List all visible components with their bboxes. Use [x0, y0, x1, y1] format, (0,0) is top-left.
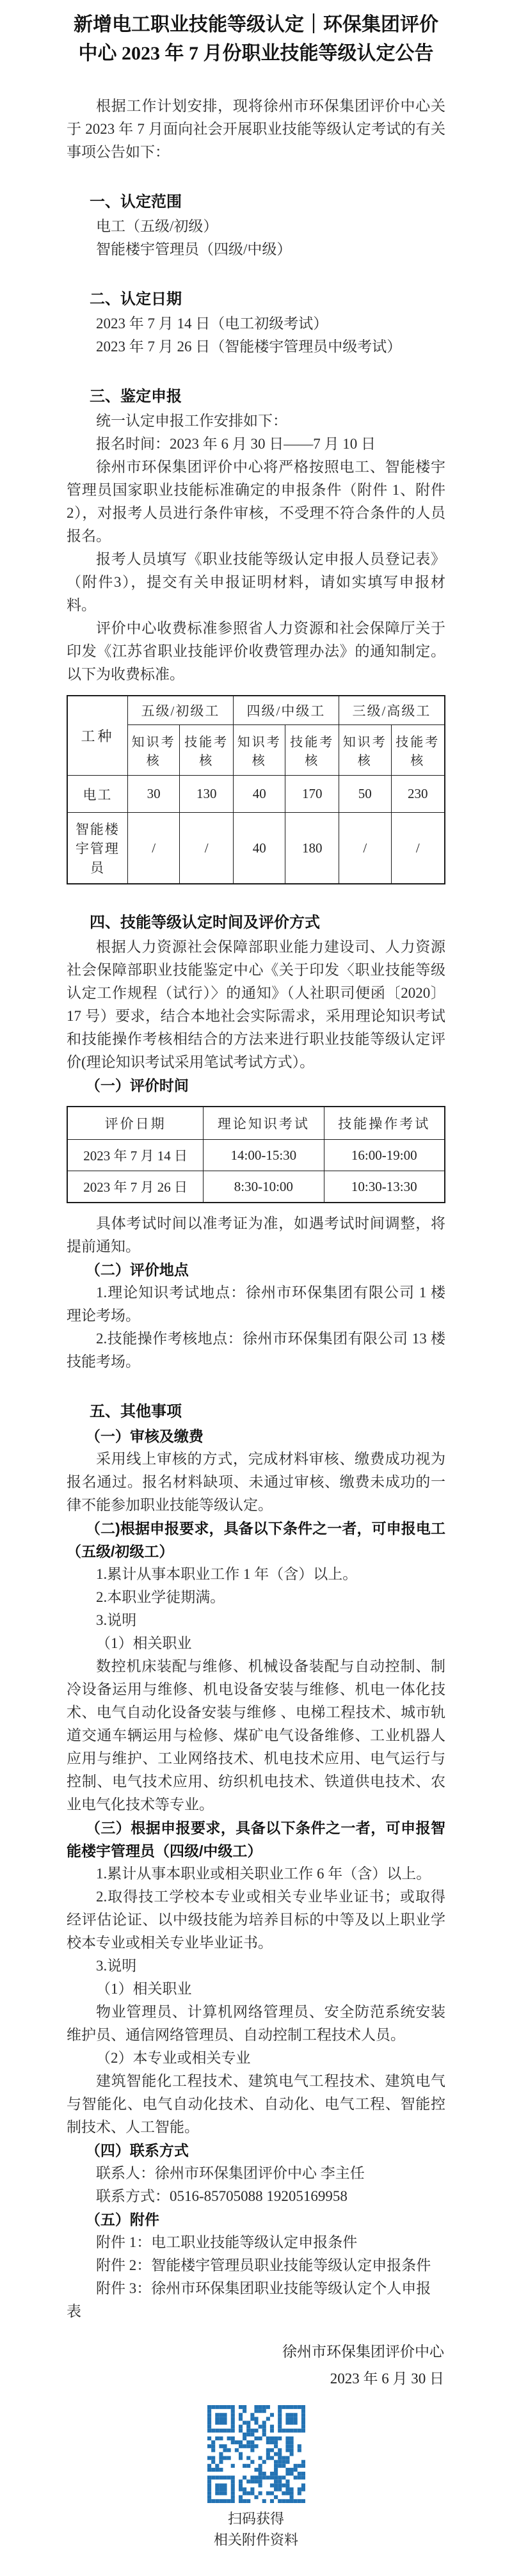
- table-row: [67, 1171, 445, 1203]
- paragraph: 联系人：徐州市环保集团评价中心 李主任: [96, 2165, 365, 2181]
- fee-table-value: 50: [339, 776, 391, 813]
- signature-org: 徐州市环保集团评价中心: [282, 2344, 444, 2360]
- paragraph: 附件 2：智能楼宇管理员职业技能等级认定申报条件: [96, 2257, 431, 2273]
- paragraph: 具体考试时间以准考证为准，如遇考试时间调整，将提前通知。: [67, 1215, 445, 1254]
- schedule-table: [67, 1106, 445, 1203]
- fee-table-sub-header: 技能考核: [180, 725, 233, 776]
- paragraph: 2.本职业学徒期满。: [96, 1589, 225, 1605]
- signature-block: [67, 2339, 445, 2392]
- paragraph: 1.累计从事本职业或相关职业工作 6 年（含）以上。: [96, 1866, 431, 1882]
- fee-table-value: /: [180, 813, 233, 884]
- schedule-table-header: 理论知识考试: [204, 1107, 324, 1140]
- section-heading: 三、鉴定申报: [90, 388, 182, 405]
- paragraph: 1.理论知识考试地点：徐州市环保集团有限公司 1 楼理论考场。: [67, 1284, 445, 1324]
- fee-table-value: 40: [233, 776, 285, 813]
- fee-table-value: /: [339, 813, 391, 884]
- sub-section-heading: （二）评价地点: [85, 1261, 189, 1278]
- fee-table-value: 230: [391, 776, 445, 813]
- fee-table-sub-header: 技能考核: [391, 725, 445, 776]
- fee-table: [67, 695, 445, 884]
- qr-section: [67, 2405, 445, 2550]
- schedule-table-value: 16:00-19:00: [324, 1140, 445, 1171]
- page-title: 新增电工职业技能等级认定｜环保集团评价中心 2023 年 7 月份职业技能等级认定公告: [74, 14, 438, 64]
- paragraph: 3.说明: [96, 1958, 137, 1974]
- sub-section-heading: （一）评价时间: [85, 1077, 189, 1094]
- table-row: [67, 1140, 445, 1171]
- fee-table-value: 170: [285, 776, 339, 813]
- paragraph: 联系方式：0516-85705088 19205169958: [96, 2188, 348, 2204]
- paragraph: （1）相关职业: [96, 1981, 192, 1997]
- paragraph: 附件 1：电工职业技能等级认定申报条件: [96, 2234, 358, 2250]
- fee-table-sub-header: 知识考核: [127, 725, 180, 776]
- schedule-table-value: 14:00-15:30: [204, 1140, 324, 1171]
- section-heading: 五、其他事项: [90, 1403, 182, 1420]
- paragraph: 1.累计从事本职业工作 1 年（含）以上。: [96, 1566, 358, 1582]
- schedule-table-header: 评价日期: [67, 1107, 204, 1140]
- schedule-table-value: 10:30-13:30: [324, 1171, 445, 1203]
- schedule-table-value: 2023 年 7 月 26 日: [67, 1171, 204, 1203]
- fee-table-corner: 工种: [67, 696, 127, 776]
- fee-table-sub-header: 技能考核: [285, 725, 339, 776]
- fee-table-value: /: [127, 813, 180, 884]
- qr-caption-line2: 相关附件资料: [213, 2532, 298, 2548]
- paragraph: 2023 年 7 月 14 日（电工初级考试）: [96, 316, 328, 332]
- paragraph: 智能楼宇管理员（四级/中级）: [96, 241, 292, 257]
- signature-date: 2023 年 6 月 30 日: [330, 2371, 444, 2387]
- sub-section-heading: （四）联系方式: [85, 2142, 189, 2159]
- paragraph: 采用线上审核的方式，完成材料审核、缴费成功视为报名通过。报名材料缺项、未通过审核、缴费未成功的一律不能参加职业技能等级认定。: [67, 1451, 445, 1513]
- sub-section-heading: （二)根据申报要求，具备以下条件之一者，可申报电工（五级/初级工）: [67, 1520, 445, 1560]
- sub-section-heading: （一）审核及缴费: [85, 1428, 204, 1444]
- fee-table-value: /: [391, 813, 445, 884]
- paragraph: 物业管理员、计算机网络管理员、安全防范系统安装维护员、通信网络管理员、自动控制工程技术人员。: [67, 2004, 445, 2043]
- paragraph: 报考人员填写《职业技能等级认定申报人员登记表》（附件3），提交有关申报证明材料，请如实填写申报材料。: [67, 551, 445, 613]
- paragraph: 统一认定申报工作安排如下：: [96, 413, 287, 429]
- fee-table-level-header: 四级/中级工: [233, 696, 339, 725]
- fee-table-level-header: 三级/高级工: [339, 696, 445, 725]
- paragraph: 电工（五级/初级）: [96, 218, 218, 234]
- fee-table-level-header: 五级/初级工: [127, 696, 233, 725]
- paragraph: 数控机床装配与维修、机械设备装配与自动控制、制冷设备运用与维修、机电设备安装与维修、机电一体化技术、电气自动化设备安装与维修 、电梯工程技术、城市轨道交通车辆运用与检修、煤矿电气设备维修、工业机器人应用与维护、工业网络技术、机电技术应用、电气运行与控制、电气技术应用、纺织机电技术、铁道供电技术、农业电气化技术等专业。: [67, 1658, 445, 1812]
- paragraph: 2023 年 7 月 26 日（智能楼宇管理员中级考试）: [96, 339, 402, 355]
- table-row: [67, 813, 445, 884]
- fee-table-value: 180: [285, 813, 339, 884]
- qr-caption-line1: 扫码获得: [227, 2511, 284, 2527]
- section-heading: 二、认定日期: [90, 291, 182, 308]
- schedule-table-value: 2023 年 7 月 14 日: [67, 1140, 204, 1171]
- sub-section-heading: （三）根据申报要求，具备以下条件之一者，可申报智能楼宇管理员（四级/中级工）: [67, 1820, 445, 1859]
- table-row: [67, 776, 445, 813]
- paragraph: 建筑智能化工程技术、建筑电气工程技术、建筑电气与智能化、电气自动化技术、自动化、电气工程、智能控制技术、人工智能。: [67, 2073, 445, 2135]
- section-heading: 一、认定范围: [90, 193, 182, 211]
- paragraph: 2.技能操作考核地点：徐州市环保集团有限公司 13 楼技能考场。: [67, 1331, 445, 1370]
- fee-table-value: 130: [180, 776, 233, 813]
- fee-table-value: 30: [127, 776, 180, 813]
- fee-table-value: 40: [233, 813, 285, 884]
- fee-table-trade-name: 智能楼宇管理员: [67, 813, 127, 884]
- announcement-body: [67, 95, 445, 2323]
- fee-table-trade-name: 电工: [67, 776, 127, 813]
- paragraph: 2.取得技工学校本专业或相关专业毕业证书；或取得经评估论证、以中级技能为培养目标的中等及以上职业学校本专业或相关专业毕业证书。: [67, 1889, 445, 1951]
- paragraph: 根据人力资源社会保障部职业能力建设司、人力资源社会保障部职业技能鉴定中心《关于印发〈职业技能等级认定工作规程（试行）〉的通知》（人社职司便函〔2020〕17 号）要求，结合本地社会实际需求，采用理论知识考试和技能操作考核相结合的方法来进行职业技能等级认定评价(理论知识考试采用笔试考试方式）。: [67, 939, 445, 1070]
- paragraph: 报名时间：2023 年 6 月 30 日——7 月 10 日: [96, 436, 376, 452]
- paragraph: （2）本专业或相关专业: [96, 2050, 251, 2066]
- sub-section-heading: （五）附件: [85, 2211, 159, 2228]
- paragraph: 3.说明: [96, 1612, 137, 1628]
- fee-table-sub-header: 知识考核: [233, 725, 285, 776]
- paragraph: 徐州市环保集团评价中心将严格按照电工、智能楼宇管理员国家职业技能标准确定的申报条件（附件 1、附件 2），对报考人员进行条件审核，不受理不符合条件的人员报名。: [67, 459, 445, 544]
- qr-code: [207, 2405, 305, 2503]
- section-heading: 四、技能等级认定时间及评价方式: [90, 914, 320, 931]
- schedule-table-header: 技能操作考试: [324, 1107, 445, 1140]
- paragraph: 评价中心收费标准参照省人力资源和社会保障厅关于印发《江苏省职业技能评价收费管理办法》的通知制定。以下为收费标准。: [67, 620, 445, 682]
- paragraph: 根据工作计划安排，现将徐州市环保集团评价中心关于 2023 年 7 月面向社会开展职业技能等级认定考试的有关事项公告如下：: [67, 98, 445, 160]
- fee-table-sub-header: 知识考核: [339, 725, 391, 776]
- paragraph: 附件 3：徐州市环保集团职业技能等级认定个人申报表: [67, 2280, 431, 2319]
- paragraph: （1）相关职业: [96, 1635, 192, 1651]
- schedule-table-value: 8:30-10:00: [204, 1171, 324, 1203]
